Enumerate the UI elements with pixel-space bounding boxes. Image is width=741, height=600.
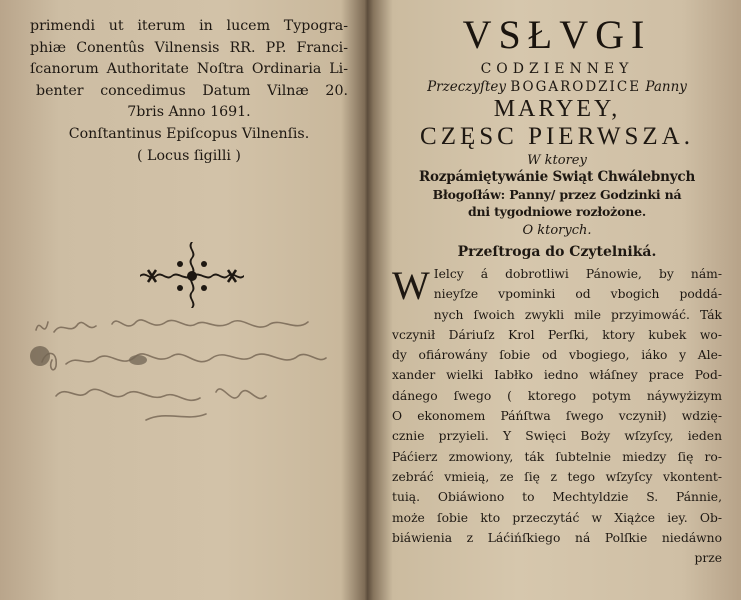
right-page	[392, 12, 722, 568]
body-line: cznie przyieli. Y Swięci Boży wſzyſcy, ieden	[392, 429, 722, 444]
body-line: vczynił Dáriuſz Krol Perſki, ktory kubek wo-	[392, 327, 722, 342]
drop-cap: W	[392, 263, 430, 308]
body-line: nieyſze vpominki od vbogich poddá-	[433, 287, 722, 302]
body-line: dánego ſwego ( ktorego potym náywyżizym	[392, 388, 722, 403]
body-line: tuią. Obiáwiono to Mechtyldzie S. Pánnie,	[392, 490, 722, 505]
left-line-3: ſcanorum Authoritate Noſtra Ordinaria Li-	[30, 61, 348, 78]
body-line: biáwienia z Láćińſkiego ná Polſkie niedáwno	[392, 530, 722, 545]
body-line: O ekonomem Páńſtwa ſwego vczynił) wdzię-	[392, 409, 722, 424]
body-line: zebráć vmieią, ze ſię z tego wſzyſcy vkontent-	[392, 469, 722, 484]
body-line: Páćierz zmowiony, ták ſubtelnie miedzy ſię ro-	[392, 449, 722, 464]
o-ktorych-line: O ktorych.	[522, 223, 592, 238]
body-line: dy ofiárowány ſobie od vbogiego, iáko y Ale-	[392, 348, 722, 363]
left-line-7: ( Locus ſigilli )	[137, 147, 241, 164]
blackletter-line-1: Rozpámiętywánie Swiąt Chwálebnych	[418, 169, 696, 185]
left-line-6: Conſtantinus Epiſcopus Vilnenſis.	[68, 125, 310, 142]
preface-body	[392, 264, 722, 568]
cross-ornament-icon	[136, 240, 246, 310]
w-ktorey-line: W ktorey	[527, 153, 587, 168]
title-line-bogarodzice	[392, 78, 722, 96]
handwritten-signature	[26, 310, 336, 430]
left-page-text	[30, 16, 348, 167]
left-line-4: benter concedimus Datum Vilnæ 20.	[36, 82, 348, 99]
left-page	[0, 0, 365, 600]
body-line: nych ſwoich zwykli mile przyimowáć. Ták	[433, 307, 722, 322]
title-line3-post: Panny	[645, 79, 687, 95]
title-maryey: MARYEY,	[493, 96, 621, 122]
title-line3-pre: Przeczyſtey	[427, 79, 507, 95]
preface-heading: Przeſtroga do Czytelniká.	[457, 244, 657, 260]
title-part: CZĘSC PIERWSZA.	[420, 123, 694, 150]
book-subtitle: CODZIENNEY	[480, 61, 634, 77]
book-title: VSŁVGI	[462, 12, 652, 57]
blackletter-line-3: dni tygodniowe rozłożone.	[467, 204, 647, 219]
left-line-1: primendi ut iterum in lucem Typogra-	[30, 18, 348, 34]
left-line-2: phiæ Conentûs Vilnensis RR. PP. Franci-	[30, 39, 348, 56]
body-line: Ielcy á dobrotliwi Pánowie, by nám-	[433, 267, 722, 281]
catchword: prze	[694, 551, 722, 566]
body-line: xander wielki Iabłko iedno włáſney prace Pod-	[392, 368, 722, 383]
body-line: może ſobie kto przeczytáć w Xiążce iey. Ob-	[392, 510, 722, 525]
blackletter-line-2: Błogoſłáw: Panny/ przez Godzinki ná	[432, 187, 682, 202]
left-line-5: 7bris Anno 1691.	[127, 104, 251, 121]
title-line3-caps: BOGARODZICE	[510, 79, 642, 95]
